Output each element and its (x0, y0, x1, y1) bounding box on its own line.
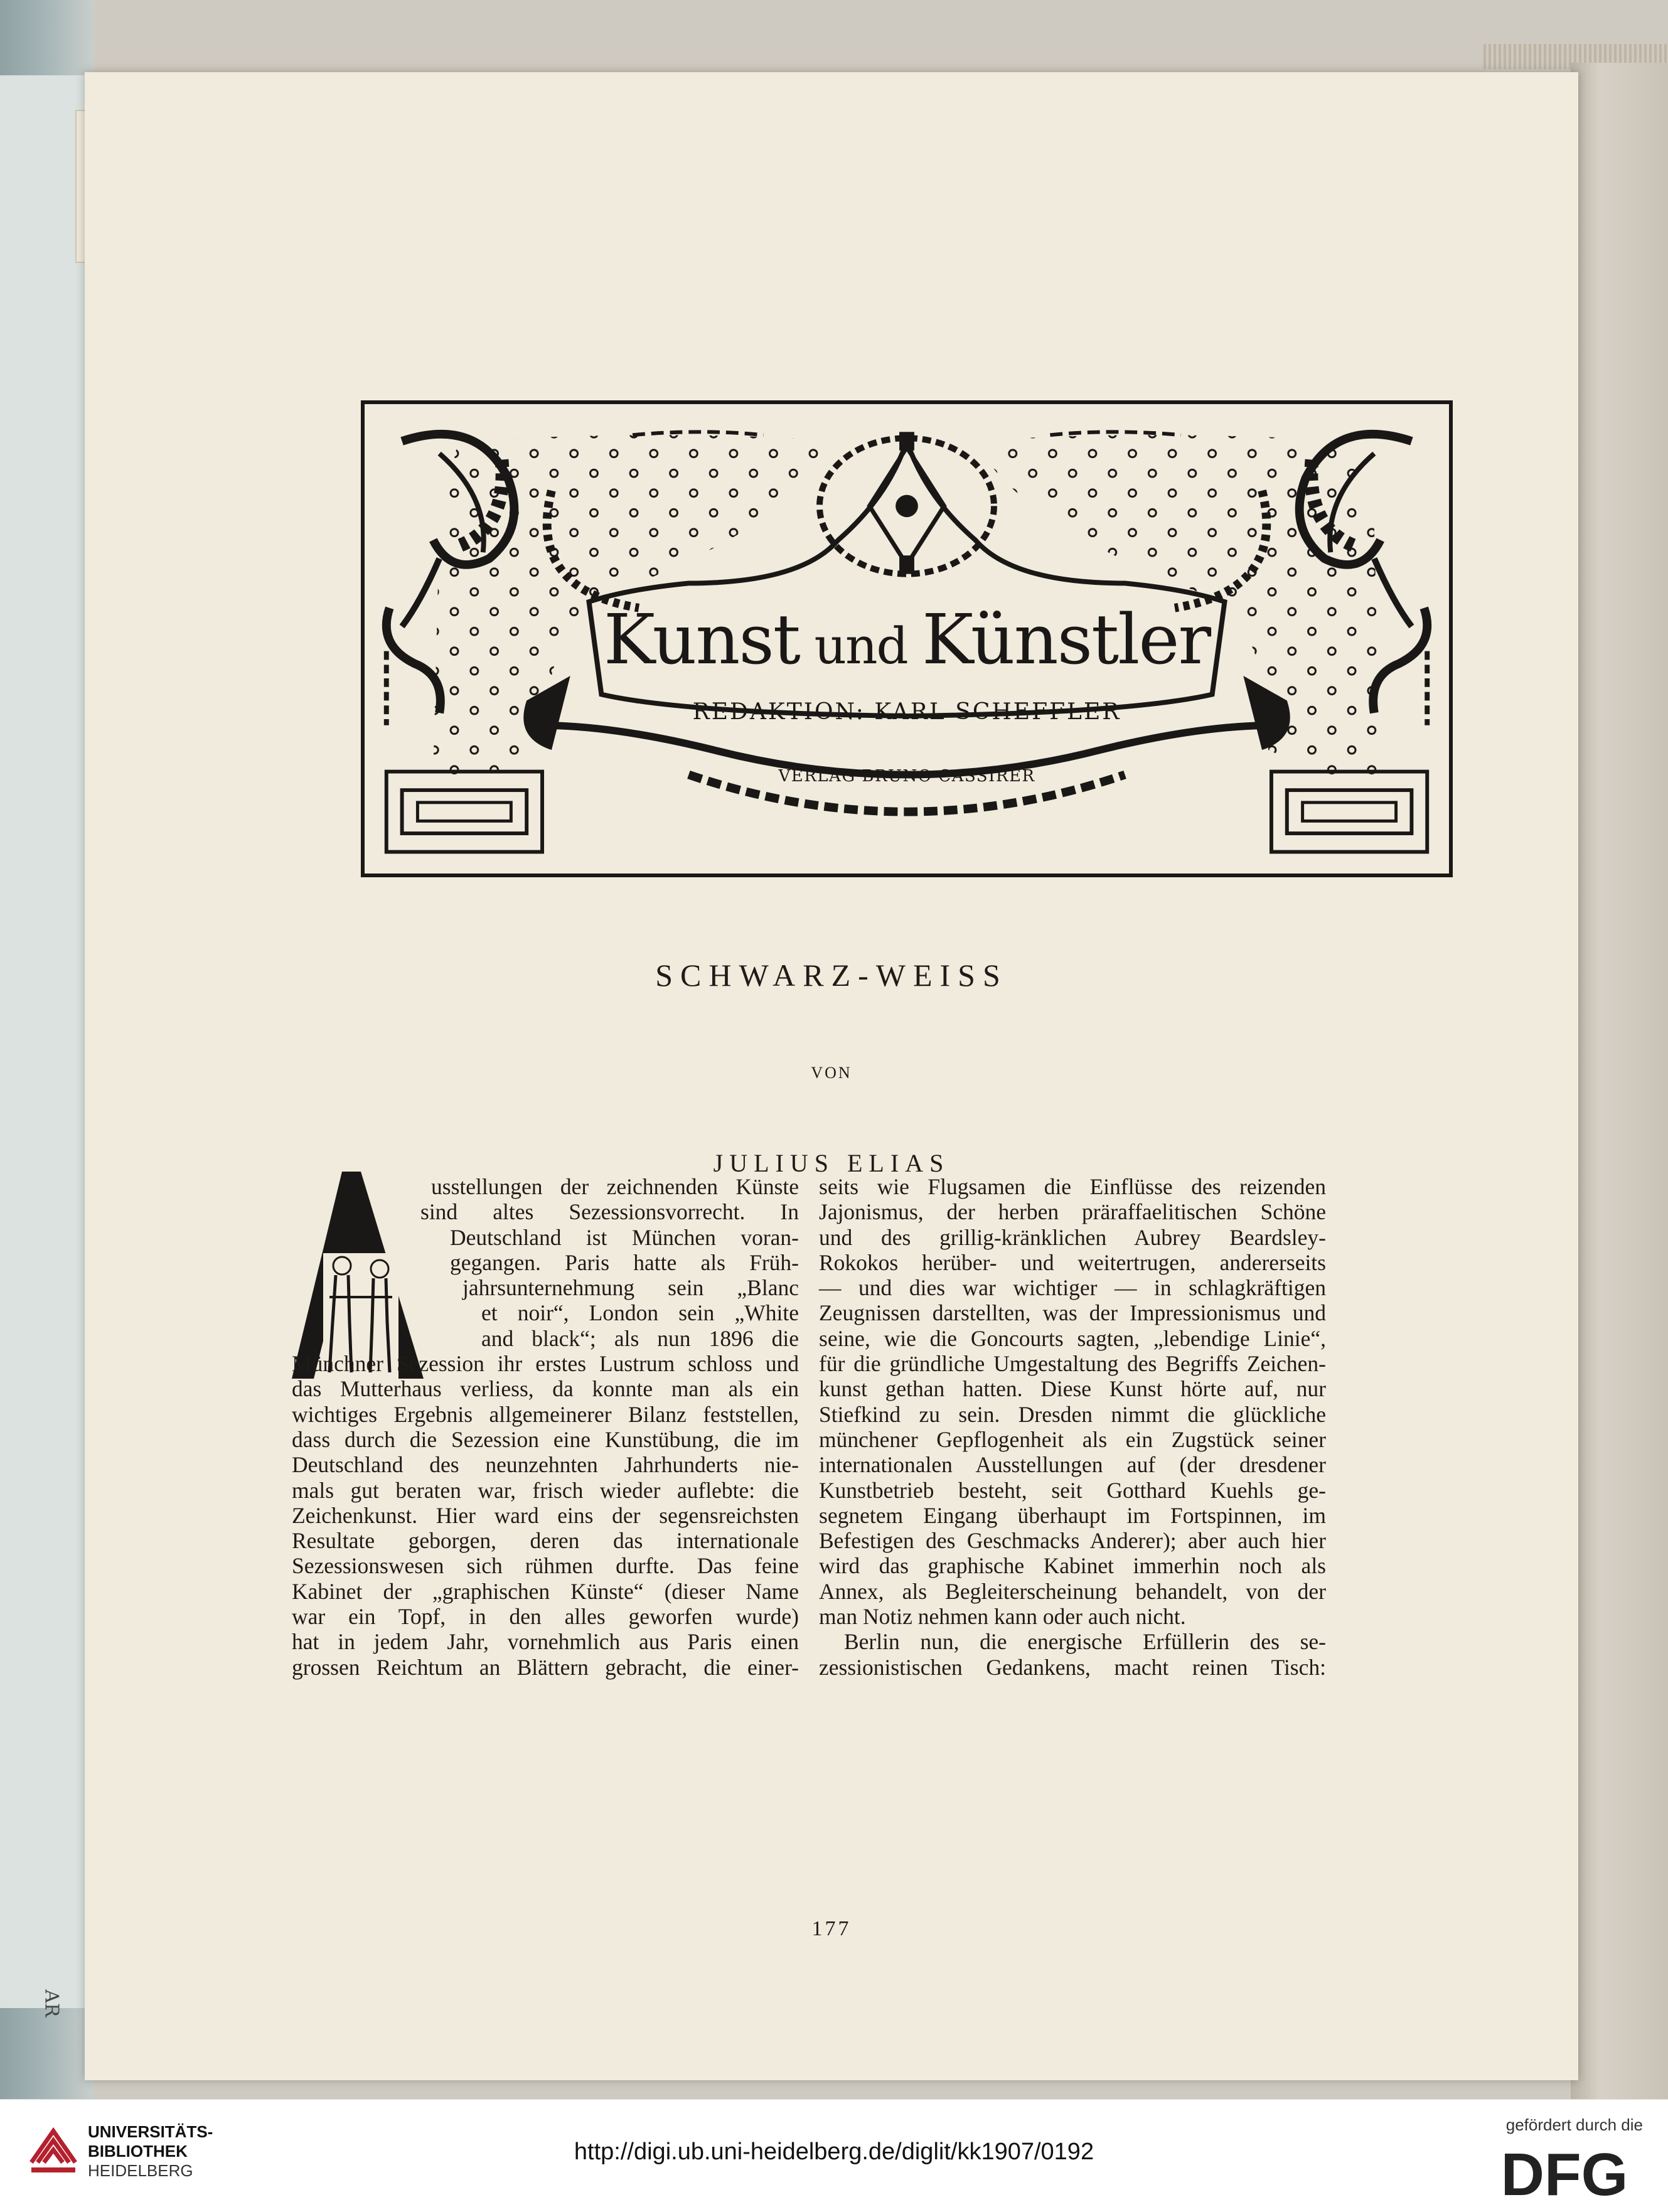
text-line: Jajonismus, der herben präraffaelitischen Schöne (819, 1199, 1326, 1225)
text-line: man Notiz nehmen kann oder auch nicht. (819, 1604, 1186, 1630)
funding-note: gefördert durch die (1505, 2115, 1643, 2134)
text-line: sind altes Sezessionsvorrecht. In (420, 1199, 799, 1225)
viewer-footer (0, 2099, 1668, 2212)
text-line: hat in jedem Jahr, vornehmlich aus Paris einen (292, 1629, 799, 1655)
text-line: Kabinet der „graphischen Künste“ (dieser Name (292, 1578, 799, 1604)
text-line: seine, wie die Goncourts sagten, „lebendige Linie“, (819, 1325, 1326, 1351)
page-number: 177 (811, 1917, 852, 1940)
article-byline-von: VON (811, 1064, 852, 1082)
masthead-title (365, 599, 1449, 680)
article-column-left (292, 1174, 799, 1680)
flyleaf-label: AR (40, 1989, 63, 2017)
text-line: zessionistischen Gedankens, macht reinen Tisch: (819, 1654, 1326, 1680)
text-line: Resultate geborgen, deren das internationale (292, 1528, 799, 1554)
text-line: Münchner Sezession ihr erstes Lustrum schloss und (292, 1351, 799, 1377)
text-line: — und dies war wichtiger — in schlagkräftigen (819, 1275, 1326, 1301)
text-line: Annex, als Begleiterscheinung behandelt, von der (819, 1578, 1326, 1604)
text-line: gegangen. Paris hatte als Früh- (450, 1249, 799, 1275)
permalink-url[interactable]: http://digi.ub.uni-heidelberg.de/diglit/kk1907/0192 (574, 2139, 1094, 2165)
text-line: jahrsunternehmung sein „Blanc (462, 1275, 799, 1301)
text-line: wichtiges Ergebnis allgemeinerer Bilanz feststellen, (292, 1401, 799, 1427)
text-line: Zeichenkunst. Hier ward eins der segensreichsten (292, 1502, 799, 1528)
text-line: wird das graphische Kabinet immerhin noch als (819, 1553, 1326, 1579)
page (85, 72, 1578, 2080)
text-line: et noir“, London sein „White (481, 1300, 799, 1326)
text-line: dass durch die Sezession eine Kunstübung, die im (292, 1426, 799, 1452)
text-line: grossen Reichtum an Blättern gebracht, die einer- (292, 1654, 799, 1680)
text-line: and black“; als nun 1896 die (481, 1325, 799, 1351)
svg-text:DFG: DFG (1500, 2142, 1628, 2200)
text-line: Befestigen des Geschmacks Anderer); aber auch hier (819, 1528, 1326, 1554)
text-line: für die gründliche Umgestaltung des Begriffs Zeichen- (819, 1351, 1326, 1377)
article-title: SCHWARZ-WEISS (655, 958, 1008, 993)
text-line: mals gut beraten war, frisch wieder auflebte: die (292, 1477, 799, 1503)
text-line: Rokokos herüber- und weitertrugen, andererseits (819, 1249, 1326, 1275)
masthead-title-und: und (814, 617, 907, 675)
dfg-logo-icon (1486, 2142, 1643, 2200)
masthead-title-kuenstler: Künstler (922, 599, 1211, 680)
text-line: Zeugnissen darstellten, was der Impressionismus und (819, 1300, 1326, 1326)
library-name-line: BIBLIOTHEK (88, 2142, 188, 2161)
text-line: usstellungen der zeichnenden Künste (431, 1174, 799, 1199)
masthead-ornament (361, 400, 1453, 877)
text-line: seits wie Flugsamen die Einflüsse des reizenden (819, 1174, 1326, 1199)
text-line: Sezessionswesen sich rühmen durfte. Das feine (292, 1553, 799, 1579)
text-line: Berlin nun, die energische Erfüllerin des se- (844, 1629, 1326, 1655)
text-line: kunst gethan hatten. Diese Kunst hörte auf, nur (819, 1376, 1326, 1402)
page-edge-right (1571, 63, 1668, 2099)
library-name-line: HEIDELBERG (88, 2161, 193, 2180)
article-author: JULIUS ELIAS (713, 1149, 950, 1177)
library-name-line: UNIVERSITÄTS- (88, 2122, 213, 2141)
text-line: Deutschland des neunzehnten Jahrhunderts nie- (292, 1452, 799, 1478)
text-line: Stiefkind zu sein. Dresden nimmt die glückliche (819, 1401, 1326, 1427)
text-line: segnetem Eingang überhaupt im Fortspinnen, im (819, 1502, 1326, 1528)
article-column-right (819, 1174, 1326, 1680)
text-line: münchener Gepflogenheit als ein Zugstück seiner (819, 1426, 1326, 1452)
masthead-editor: REDAKTION: KARL SCHEFFLER (692, 699, 1121, 725)
masthead-publisher: VERLAG BRUNO CASSIRER (778, 767, 1035, 786)
text-line: das Mutterhaus verliess, da konnte man als ein (292, 1376, 799, 1402)
text-line: Deutschland ist München voran- (450, 1224, 799, 1250)
text-line: internationalen Ausstellungen auf (der dresdener (819, 1452, 1326, 1478)
masthead-title-kunst: Kunst (603, 599, 799, 680)
text-line: und des grillig-kränklichen Aubrey Beardsley- (819, 1224, 1326, 1250)
text-line: war ein Topf, in den alles geworfen wurde) (292, 1604, 799, 1630)
text-line: Kunstbetrieb besteht, seit Gotthard Kuehls ge- (819, 1477, 1326, 1503)
